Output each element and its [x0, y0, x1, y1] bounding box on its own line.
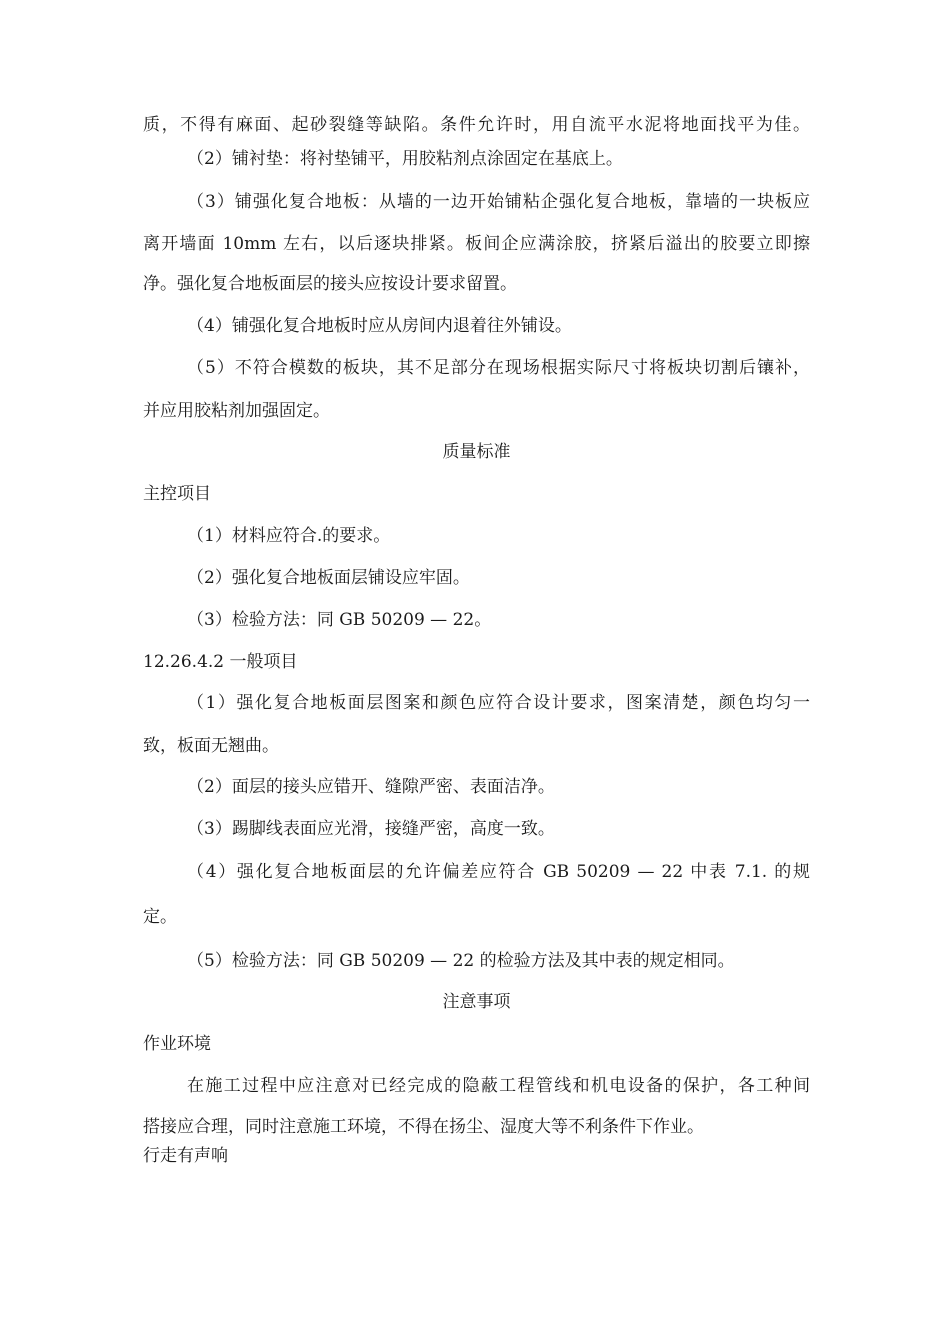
paragraph-line: 离开墙面 10mm 左右，以后逐块排紧。板间企应满涂胶，挤紧后溢出的胶要立即擦 — [143, 234, 810, 254]
list-item-line: （3）检验方法：同 GB 50209 — 22。 — [187, 610, 492, 630]
list-item-line: （4）铺强化复合地板时应从房间内退着往外铺设。 — [187, 316, 572, 336]
paragraph-line: 定。 — [143, 907, 177, 927]
subsection-heading: 行走有声响 — [143, 1146, 228, 1166]
paragraph-line: 搭接应合理，同时注意施工环境，不得在扬尘、湿度大等不利条件下作业。 — [143, 1117, 704, 1137]
list-item-line: （3）铺强化复合地板：从墙的一边开始铺粘企强化复合地板，靠墙的一块板应 — [187, 192, 810, 212]
section-heading: 注意事项 — [442, 992, 511, 1012]
subsection-heading: 作业环境 — [143, 1034, 211, 1054]
paragraph-line: 并应用胶粘剂加强固定。 — [143, 401, 330, 421]
subsection-heading: 12.26.4.2 一般项目 — [143, 652, 298, 672]
list-item-line: （5）检验方法：同 GB 50209 — 22 的检验方法及其中表的规定相同。 — [187, 951, 735, 971]
list-item-line: （4）强化复合地板面层的允许偏差应符合 GB 50209 — 22 中表 7.1. 的规 — [187, 862, 810, 882]
paragraph-line: 致，板面无翘曲。 — [143, 736, 279, 756]
list-item-line: （1）材料应符合.的要求。 — [187, 526, 391, 546]
paragraph-line: 质，不得有麻面、起砂裂缝等缺陷。条件允许时，用自流平水泥将地面找平为佳。 — [143, 115, 810, 135]
subsection-heading: 主控项目 — [143, 484, 211, 504]
list-item-line: （2）铺衬垫：将衬垫铺平，用胶粘剂点涂固定在基底上。 — [187, 149, 623, 169]
list-item-line: （1）强化复合地板面层图案和颜色应符合设计要求，图案清楚，颜色均匀一 — [187, 693, 810, 713]
list-item-line: （2）强化复合地板面层铺设应牢固。 — [187, 568, 470, 588]
list-item-line: （2）面层的接头应错开、缝隙严密、表面洁净。 — [187, 777, 555, 797]
list-item-line: （3）踢脚线表面应光滑，接缝严密，高度一致。 — [187, 819, 555, 839]
paragraph-line: 在施工过程中应注意对已经完成的隐蔽工程管线和机电设备的保护，各工种间 — [187, 1076, 810, 1096]
list-item-line: （5）不符合模数的板块，其不足部分在现场根据实际尺寸将板块切割后镶补， — [187, 358, 810, 378]
paragraph-line: 净。强化复合地板面层的接头应按设计要求留置。 — [143, 274, 517, 294]
section-heading: 质量标准 — [442, 442, 511, 462]
